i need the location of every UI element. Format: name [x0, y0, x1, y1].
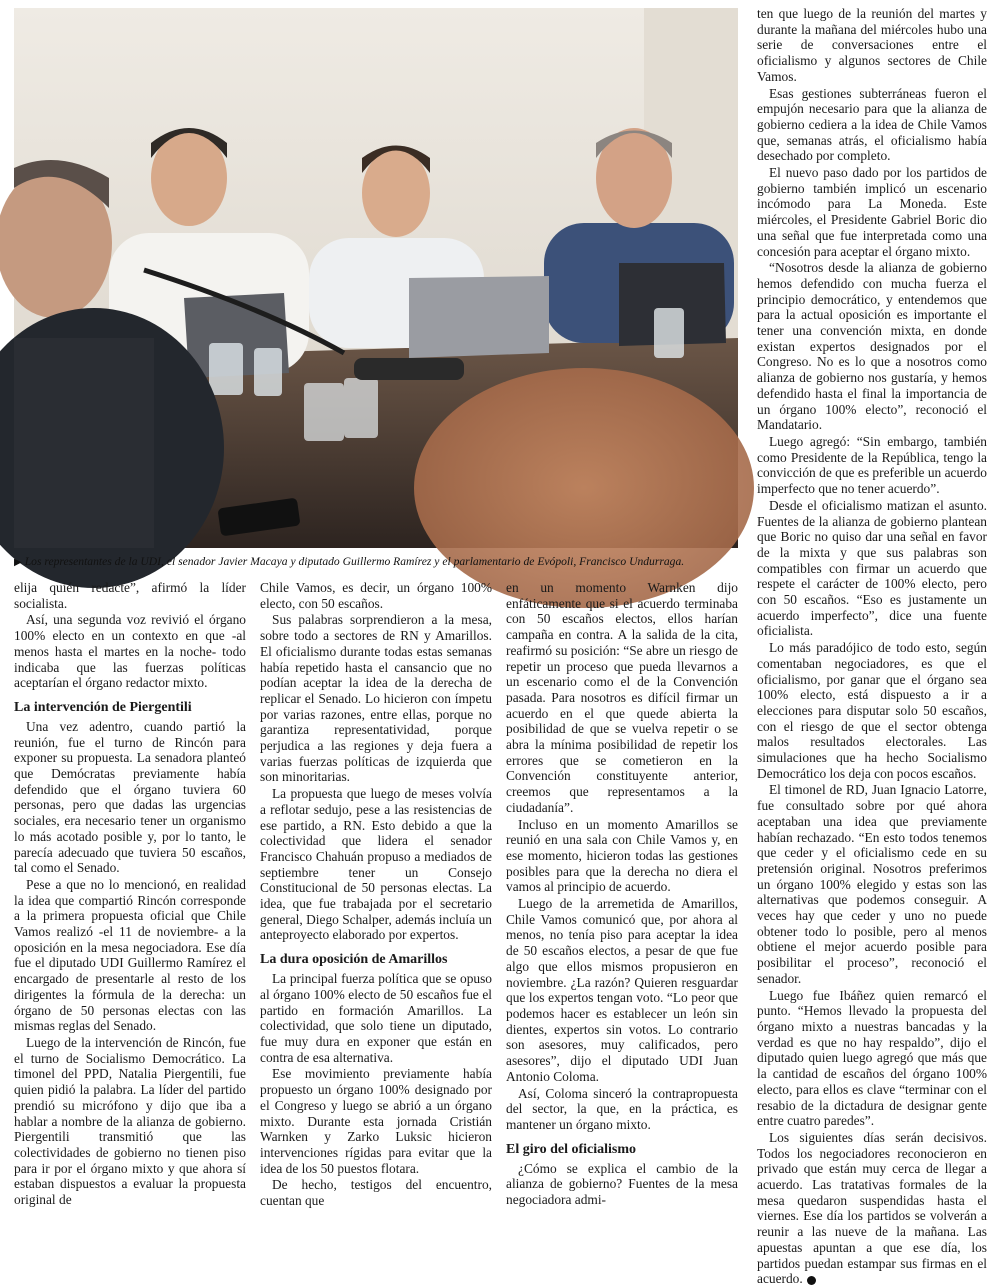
caption-text: Los representantes de la UDI, el senador Javier Macaya y diputado Guillermo Ramírez y el parlamentario de Evópoli, Francisco Undurraga. — [24, 555, 685, 568]
paragraph: Ese movimiento previamente había propuesto un órgano 100% designado por el Congreso y luego se abrió a un órgano mixto. Durante esta jornada Cristián Warnken y Zarko Luksic hicieron intervenciones rígidas para evitar que la idea de los 50 puestos flotara. — [260, 1066, 492, 1176]
paragraph: “Nosotros desde la alianza de gobierno hemos defendido con mucha fuerza el principio democrático, y entendemos que para la actual oposición es importante el tener una convención mixta, en donde existan expertos designados por el Congreso. No es lo que a nosotros como alianza de gobierno nos gustaría, y hemos defendido hasta el final la importancia de un órgano 100% electo”, reconoció el Mandatario. — [757, 260, 987, 433]
paragraph: Luego de la intervención de Rincón, fue el turno de Socialismo Democrático. La timonel del PPD, Natalia Piergentili, fue quien pidió la palabra. La líder del partido prendió su micrófono y dijo que iba a hablar a nombre de la alianza de gobierno. Piergentili transmitió que las colectividades de gobierno no tienen piso para ir por el órgano mixto y que ahora sí estaban dispuestos a evaluar la propuesta original de — [14, 1034, 246, 1208]
subheading: La dura oposición de Amarillos — [260, 952, 448, 968]
paragraph: Luego agregó: “Sin embargo, también como Presidente de la República, tengo la convicción de que es preferible un acuerdo imperfecto que no tener acuerdo”. — [757, 433, 987, 497]
paragraph: Así, una segunda voz revivió el órgano 100% electo en un contexto en que -al menos hasta el martes en la noche- todo indicaba que las fuerzas políticas aceptarían el órgano redactor mixto. — [14, 612, 246, 691]
article-column-1 — [14, 580, 246, 1208]
caption-marker-icon: ▶ — [14, 557, 22, 568]
paragraph: elija quién redacte”, afirmó la líder socialista. — [14, 580, 246, 611]
paragraph: El timonel de RD, Juan Ignacio Latorre, fue consultado sobre por qué ahora aceptaban una idea que previamente habían rechazado. “En esto todos tenemos que ceder y el oficialismo cede en su pretensión original. Nosotros preferimos un órgano 100% elegido y estas son las alternativas que podemos conseguir. A veces hay que ceder y uno no puede obtener todo lo posible, pero al menos obtiene el mejor acuerdo posible para posibilitar el proceso”, reconoció el senador. — [757, 782, 987, 986]
article-column-3 — [506, 580, 738, 1208]
subheading: El giro del oficialismo — [506, 1141, 637, 1157]
paragraph: Una vez adentro, cuando partió la reunión, fue el turno de Rincón para exponer su propuesta. La senadora planteó que Demócratas previamente había defendido que el órgano tuviera 60 personas, pero que dadas las urgencias sociales, era necesario tener un organismo lo más acotado posible y, por lo tanto, le parecía adecuado que tuviera 50 escaños, tal como el Senado. — [14, 718, 246, 876]
subheading: La intervención de Piergentili — [14, 699, 192, 715]
paragraph: El nuevo paso dado por los partidos de gobierno también implicó un escenario incómodo para La Moneda. Este miércoles, el Presidente Gabriel Boric dio una señal que fue interpretada como una concesión para aceptar el órgano mixto. — [757, 165, 987, 259]
article-column-2 — [260, 580, 492, 1209]
paragraph-text: Los siguientes días serán decisivos. Todos los negociadores reconocieron en privado que están muy cerca de llegar a acuerdo. Las tratativas formales de la mesa quedaron suspendidas hasta el viernes. Ese día los partidos se volverán a reunir a las nueve de la mañana. Las apuestas apuntan a que ese día, los partidos puedan estampar sus firmas en el acuerdo. — [757, 1129, 987, 1287]
paragraph: La propuesta que luego de meses volvía a reflotar sedujo, pese a las resistencias de ese partido, a RN. Esto debido a que la colectividad que lidera el senador Francisco Chahuán propuso a mediados de septiembre tener un Consejo Constitucional de 50 personas electas. La idea, que fue trabajada por el secretario general, Diego Schalper, además incluía un anteproyecto elaborado por expertos. — [260, 786, 492, 943]
paragraph: Desde el oficialismo matizan el asunto. Fuentes de la alianza de gobierno plantean que Boric no quiso dar una señal en favor de la mixta y que sus palabras son compatibles con firmar un acuerdo que respete el carácter de 100% electo, pero con 50 escaños. “Eso es justamente un acuerdo imperfecto”, dice una fuente oficialista. — [757, 497, 987, 639]
paragraph: Pese a que no lo mencionó, en realidad la idea que compartió Rincón corresponde a la primera propuesta oficial que Chile Vamos realizó -el 11 de noviembre- a la oposición en la mesa negociadora. Ese día fue el diputado UDI Guillermo Ramírez el encargado de presentarle al resto de los dirigentes la fórmula de la derecha: un órgano de 50 personas electas con las mismas reglas del Senado. — [14, 876, 246, 1034]
paragraph: De hecho, testigos del encuentro, cuentan que — [260, 1177, 492, 1209]
paragraph: La principal fuerza política que se opuso al órgano 100% electo de 50 escaños fue el partido en formación Amarillos. La colectividad, que solo tiene un diputado, fue muy dura en exponer que están en contra de esa alternativa. — [260, 971, 492, 1065]
paragraph: Chile Vamos, es decir, un órgano 100% electo, con 50 escaños. — [260, 580, 492, 611]
paragraph: Lo más paradójico de todo esto, según comentaban negociadores, es que el oficialismo, por ganar que el órgano sea 100% electo, está dispuesto a ir a elecciones para disputar solo 50 escaños, con el riesgo de que el sector obtenga malos resultados electorales. Las simulaciones que ha hecho Socialismo Democrático los deja con pocos escaños. — [757, 640, 987, 781]
paragraph: Así, Coloma sinceró la contrapropuesta del sector, la que, en la práctica, es mantener un órgano mixto. — [506, 1085, 738, 1132]
paragraph — [757, 1130, 987, 1287]
paragraph: Esas gestiones subterráneas fueron el empujón necesario para que la alianza de gobierno cediera a la idea de Chile Vamos que, semanas atrás, el oficialismo había desechado por completo. — [757, 85, 987, 164]
end-of-article-icon — [807, 1276, 816, 1285]
photo-caption — [14, 553, 738, 575]
meeting-photo-illustration — [14, 8, 738, 548]
paragraph: Luego fue Ibáñez quien remarcó el punto. “Hemos llevado la propuesta del órgano mixto a nuestras bancadas y la verdad es que no hay respaldo”, dijo el diputado quien luego agregó que más que la cantidad de escaños del órgano 100% electo, para ellos es clave “terminar con el resabio de la dictadura de designar gente entre cuatro paredes”. — [757, 987, 987, 1129]
paragraph: Sus palabras sorprendieron a la mesa, sobre todo a sectores de RN y Amarillos. El oficialismo durante todas estas semanas había repetido hasta el cansancio que no podían aceptar la idea de la derecha de replicar el Senado. Lo hicieron con ímpetu por varias razones, entre ellas, porque no garantiza representatividad, porque perjudica a las regiones y deja fuera a varias fuerzas políticas de izquierda que son minoritarias. — [260, 612, 492, 785]
paragraph: ¿Cómo se explica el cambio de la alianza de gobierno? Fuentes de la mesa negociadora admi- — [506, 1160, 738, 1208]
article-column-4 — [757, 6, 987, 1287]
paragraph: ten que luego de la reunión del martes y durante la mañana del miércoles hubo una serie de conversaciones entre el oficialismo y algunos sectores de Chile Vamos. — [757, 6, 987, 84]
paragraph: Luego de la arremetida de Amarillos, Chile Vamos comunicó que, por ahora al menos, no tenía piso para aceptar la idea de 50 escaños electos, a pesar de que fue algo que ellos mismos propusieron en noviembre. ¿La razón? Quieren resguardar que los expertos tengan voto. “Lo peor que podemos hacer es establecer un león sin dientes, expertos sin votos. Lo contrario son asesores, muy calificados, pero asesores”, dijo el diputado UDI Juan Antonio Coloma. — [506, 896, 738, 1084]
article-photo — [14, 8, 738, 548]
paragraph: en un momento Warnken dijo enfáticamente que si el acuerdo terminaba con 50 escaños electos, ellos harían campaña en contra. A la salida de la cita, reafirmó su posición: “Se abre un riesgo de repetir un proceso que pueda llevarnos a un escenario como el de la Convención pasada. Para nosotros es difícil firmar un acuerdo en el que quede abierta la posibilidad de que se vuelva repetir o se abra la mínima posibilidad de repetir los errores que se cometieron en la Convención constituyente anterior, creemos que representamos a la ciudadanía”. — [506, 580, 738, 815]
paragraph: Incluso en un momento Amarillos se reunió en una sala con Chile Vamos y, en ese momento, hicieron todas las gestiones posibles para que la derecha no diera el vamos al principio de acuerdo. — [506, 816, 738, 895]
